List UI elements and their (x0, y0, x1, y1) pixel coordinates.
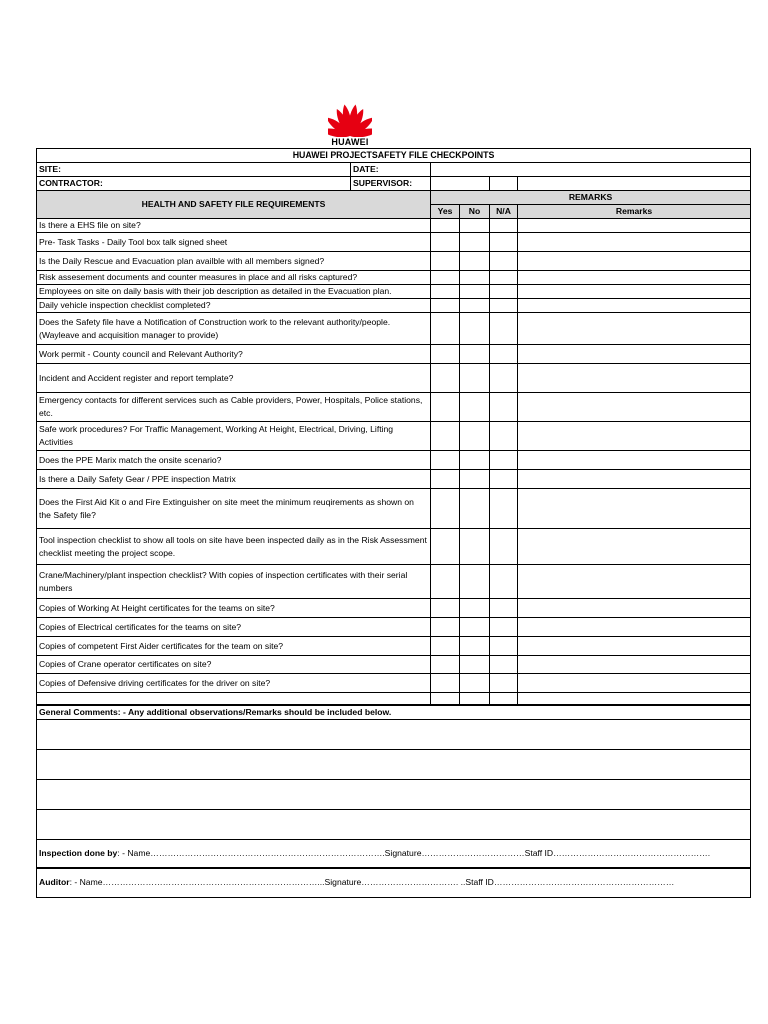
requirement-text: Work permit - County council and Relevant Authority? (37, 345, 431, 364)
no-cell[interactable] (460, 451, 490, 470)
no-cell[interactable] (460, 299, 490, 313)
no-header: No (460, 205, 490, 219)
na-cell[interactable] (490, 618, 518, 637)
table-row (37, 637, 751, 656)
na-cell[interactable] (490, 252, 518, 271)
no-cell[interactable] (460, 219, 490, 233)
requirement-text: Does the First Aid Kit o and Fire Extinguisher on site meet the minimum reuqirements as shown on the Safety file? (37, 489, 431, 529)
remarks-cell[interactable] (518, 470, 751, 489)
no-cell[interactable] (460, 489, 490, 529)
remarks-cell[interactable] (518, 565, 751, 599)
yes-cell[interactable] (431, 393, 460, 422)
no-cell[interactable] (460, 313, 490, 345)
requirement-text: Daily vehicle inspection checklist completed? (37, 299, 431, 313)
na-cell[interactable] (490, 451, 518, 470)
na-cell[interactable] (490, 422, 518, 451)
table-row (37, 285, 751, 299)
comment-line[interactable] (37, 750, 751, 780)
requirement-text: Copies of competent First Aider certificates for the team on site? (37, 637, 431, 656)
remarks-cell[interactable] (518, 219, 751, 233)
yes-cell[interactable] (431, 219, 460, 233)
na-cell[interactable] (490, 219, 518, 233)
remarks-cell[interactable] (518, 422, 751, 451)
requirement-text: Copies of Defensive driving certificates for the driver on site? (37, 674, 431, 693)
table-row (37, 489, 751, 529)
requirement-text: Is there a Daily Safety Gear / PPE inspection Matrix (37, 470, 431, 489)
no-cell[interactable] (460, 393, 490, 422)
remarks-cell[interactable] (518, 364, 751, 393)
table-row (37, 252, 751, 271)
na-cell[interactable] (490, 674, 518, 693)
comment-line-row (37, 810, 751, 840)
requirement-text: Safe work procedures? For Traffic Management, Working At Height, Electrical, Driving, Lifting Activities (37, 422, 431, 451)
na-cell[interactable] (490, 299, 518, 313)
requirement-text: Pre- Task Tasks - Daily Tool box talk signed sheet (37, 233, 431, 252)
remarks-cell[interactable] (518, 271, 751, 285)
table-row (37, 393, 751, 422)
contractor-label: CONTRACTOR: (39, 178, 103, 188)
yes-cell[interactable] (431, 285, 460, 299)
general-comments-row (37, 705, 751, 720)
no-cell[interactable] (460, 285, 490, 299)
table-row (37, 565, 751, 599)
no-cell[interactable] (460, 470, 490, 489)
comment-line-row (37, 780, 751, 810)
date-label: DATE: (353, 164, 379, 174)
supervisor-remarks-field[interactable] (518, 177, 751, 191)
remarks-cell[interactable] (518, 529, 751, 565)
yes-cell[interactable] (431, 529, 460, 565)
auditor-signature-line[interactable] (37, 868, 751, 898)
requirement-text: Copies of Crane operator certificates on site? (37, 656, 431, 674)
no-cell[interactable] (460, 693, 490, 705)
yes-header: Yes (431, 205, 460, 219)
requirement-text: Copies of Electrical certificates for the teams on site? (37, 618, 431, 637)
requirement-text: Risk assesement documents and counter measures in place and all risks captured? (37, 271, 431, 285)
no-cell[interactable] (460, 271, 490, 285)
site-date-row (37, 163, 751, 177)
remarks-cell[interactable] (518, 656, 751, 674)
auditor-label: Auditor (39, 877, 70, 888)
table-row (37, 422, 751, 451)
remarks-cell[interactable] (518, 451, 751, 470)
yes-cell[interactable] (431, 271, 460, 285)
na-cell[interactable] (490, 313, 518, 345)
huawei-logo (328, 103, 372, 148)
supervisor-label-cell (351, 177, 431, 191)
no-cell[interactable] (460, 364, 490, 393)
spacer-cell (37, 693, 431, 705)
header-row-1 (37, 191, 751, 205)
site-field[interactable] (37, 163, 351, 177)
no-cell[interactable] (460, 674, 490, 693)
yes-cell[interactable] (431, 252, 460, 271)
remarks-cell[interactable] (518, 618, 751, 637)
spacer-row (37, 693, 751, 705)
table-row (37, 618, 751, 637)
comment-line[interactable] (37, 720, 751, 750)
table-row (37, 313, 751, 345)
no-cell[interactable] (460, 618, 490, 637)
remarks-cell[interactable] (518, 285, 751, 299)
requirement-text: Tool inspection checklist to show all tools on site have been inspected daily as in the Risk Assessment checklist meeting the project scope. (37, 529, 431, 565)
requirement-text: Copies of Working At Height certificates for the teams on site? (37, 599, 431, 618)
na-cell[interactable] (490, 599, 518, 618)
na-cell[interactable] (490, 470, 518, 489)
na-cell[interactable] (490, 285, 518, 299)
requirement-text: Incident and Accident register and report template? (37, 364, 431, 393)
auditor-fields: : - Name…………………………………………………………………...Signature……………………………. ..Staff ID……………………………………………………… (69, 877, 675, 888)
na-header: N/A (490, 205, 518, 219)
remarks-cell[interactable] (518, 252, 751, 271)
contractor-supervisor-row (37, 177, 751, 191)
na-cell[interactable] (490, 345, 518, 364)
requirement-text: Does the Safety file have a Notification of Construction work to the relevant authority/people. (Wayleave and acquisition manager to provide) (37, 313, 431, 345)
table-row (37, 674, 751, 693)
inspection-signature-line[interactable] (37, 840, 751, 868)
inspection-label: Inspection done by (39, 847, 118, 858)
yes-cell[interactable] (431, 451, 460, 470)
na-cell[interactable] (490, 693, 518, 705)
date-field[interactable] (431, 163, 751, 177)
remarks-cell[interactable] (518, 233, 751, 252)
remarks-cell[interactable] (518, 299, 751, 313)
inspection-fields: : - Name……………………………………………………………………….Signature………………………………Staff ID………………………………………………. (117, 847, 711, 858)
remarks-cell[interactable] (518, 345, 751, 364)
no-cell[interactable] (460, 599, 490, 618)
remarks-group-header: REMARKS (431, 191, 751, 205)
table-row (37, 656, 751, 674)
requirements-header: HEALTH AND SAFETY FILE REQUIREMENTS (37, 191, 431, 219)
logo-text: HUAWEI (331, 137, 369, 147)
yes-cell[interactable] (431, 489, 460, 529)
no-cell[interactable] (460, 345, 490, 364)
yes-cell[interactable] (431, 565, 460, 599)
huawei-flower-icon (328, 103, 372, 137)
table-row (37, 529, 751, 565)
requirement-text: Crane/Machinery/plant inspection checklist? With copies of inspection certificates with their serial numbers (37, 565, 431, 599)
na-cell[interactable] (490, 271, 518, 285)
no-cell[interactable] (460, 422, 490, 451)
supervisor-label: SUPERVISOR: (353, 178, 413, 188)
no-cell[interactable] (460, 233, 490, 252)
requirement-text: Is there a EHS file on site? (37, 219, 431, 233)
safety-checklist-table (36, 148, 751, 898)
title-row (37, 149, 751, 163)
remarks-cell[interactable] (518, 599, 751, 618)
comment-line-row (37, 750, 751, 780)
requirement-text: Is the Daily Rescue and Evacuation plan availble with all members signed? (37, 252, 431, 271)
auditor-row (37, 868, 751, 898)
table-row (37, 271, 751, 285)
comment-line-row (37, 720, 751, 750)
form-title: HUAWEI PROJECTSAFETY FILE CHECKPOINTS (37, 149, 751, 163)
comment-line[interactable] (37, 780, 751, 810)
yes-cell[interactable] (431, 233, 460, 252)
yes-cell[interactable] (431, 470, 460, 489)
yes-cell[interactable] (431, 674, 460, 693)
yes-cell[interactable] (431, 656, 460, 674)
na-cell[interactable] (490, 393, 518, 422)
na-cell[interactable] (490, 489, 518, 529)
no-cell[interactable] (460, 656, 490, 674)
yes-cell[interactable] (431, 299, 460, 313)
table-row (37, 599, 751, 618)
table-row (37, 451, 751, 470)
yes-cell[interactable] (431, 618, 460, 637)
yes-cell[interactable] (431, 637, 460, 656)
table-row (37, 299, 751, 313)
no-cell[interactable] (460, 637, 490, 656)
remarks-cell[interactable] (518, 489, 751, 529)
yes-cell[interactable] (431, 599, 460, 618)
na-cell[interactable] (490, 233, 518, 252)
requirement-text: Does the PPE Marix match the onsite scenario? (37, 451, 431, 470)
no-cell[interactable] (460, 252, 490, 271)
requirement-text: Emergency contacts for different services such as Cable providers, Power, Hospitals, Police stations, etc. (37, 393, 431, 422)
inspection-row (37, 840, 751, 868)
yes-cell[interactable] (431, 313, 460, 345)
supervisor-extra-field[interactable] (490, 177, 518, 191)
remarks-cell[interactable] (518, 313, 751, 345)
site-label: SITE: (39, 164, 61, 174)
general-comments-label: General Comments: - Any additional observations/Remarks should be included below. (37, 705, 751, 720)
remarks-cell[interactable] (518, 693, 751, 705)
date-label-cell (351, 163, 431, 177)
table-row (37, 470, 751, 489)
comment-line[interactable] (37, 810, 751, 840)
yes-cell[interactable] (431, 693, 460, 705)
remarks-cell[interactable] (518, 637, 751, 656)
table-row (37, 219, 751, 233)
no-cell[interactable] (460, 529, 490, 565)
na-cell[interactable] (490, 364, 518, 393)
requirement-text: Employees on site on daily basis with their job description as detailed in the Evacuation plan. (37, 285, 431, 299)
remarks-header: Remarks (518, 205, 751, 219)
contractor-field[interactable] (37, 177, 351, 191)
na-cell[interactable] (490, 656, 518, 674)
yes-cell[interactable] (431, 422, 460, 451)
na-cell[interactable] (490, 529, 518, 565)
table-row (37, 364, 751, 393)
remarks-cell[interactable] (518, 674, 751, 693)
yes-cell[interactable] (431, 364, 460, 393)
remarks-cell[interactable] (518, 393, 751, 422)
na-cell[interactable] (490, 565, 518, 599)
na-cell[interactable] (490, 637, 518, 656)
yes-cell[interactable] (431, 345, 460, 364)
supervisor-field[interactable] (431, 177, 490, 191)
table-row (37, 345, 751, 364)
no-cell[interactable] (460, 565, 490, 599)
table-row (37, 233, 751, 252)
